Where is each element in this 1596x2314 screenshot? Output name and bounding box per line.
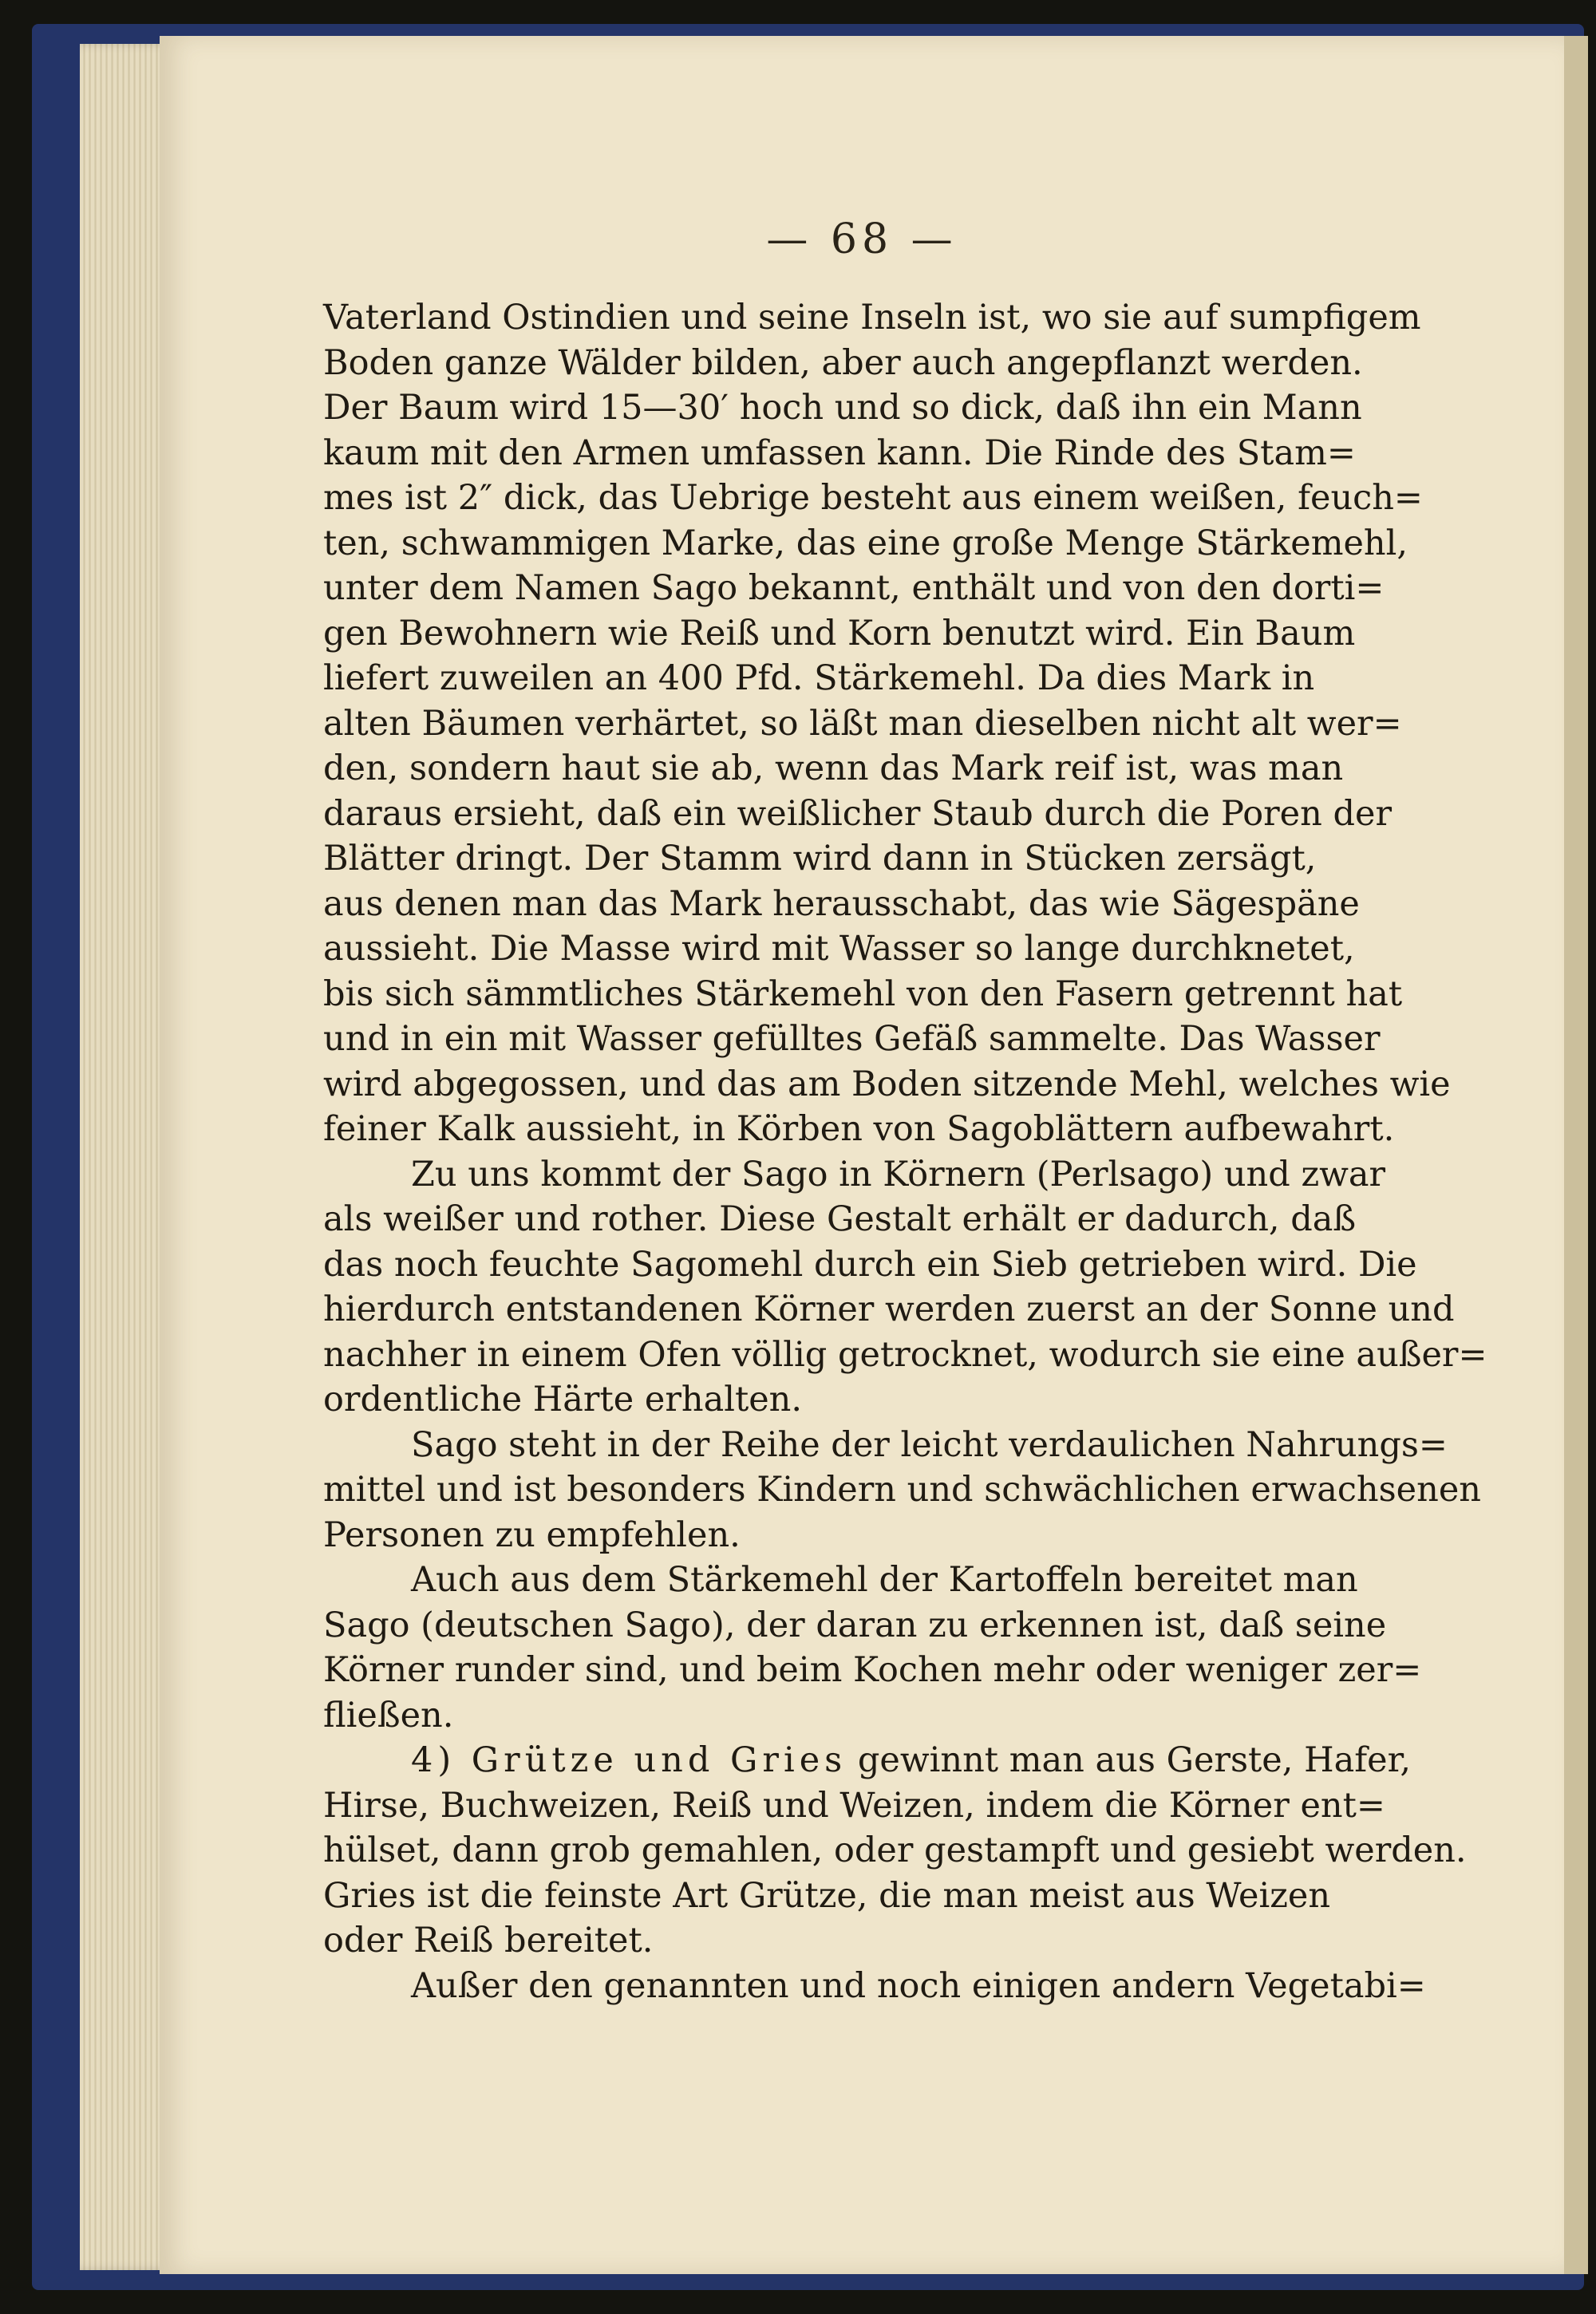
text-line: kaum mit den Armen umfassen kann. Die Rinde des Stam= — [323, 432, 1356, 473]
text-line: wird abgegossen, und das am Boden sitzende Mehl, welches wie — [323, 1064, 1451, 1104]
paragraph — [323, 295, 1451, 1152]
text-line: als weißer und rother. Diese Gestalt erhält er dadurch, daß — [323, 1199, 1357, 1239]
text-line: hülset, dann grob gemahlen, oder gestampft und gesiebt werden. — [323, 1830, 1467, 1870]
text-line: liefert zuweilen an 400 Pfd. Stärkemehl. Da dies Mark in — [323, 658, 1315, 698]
section-heading: 4) Grütze und Gries — [411, 1740, 847, 1780]
text-line: und in ein mit Wasser gefülltes Gefäß sammelte. Das Wasser — [323, 1019, 1381, 1059]
text-line: Blätter dringt. Der Stamm wird dann in Stücken zersägt, — [323, 839, 1317, 879]
text-line: oder Reiß bereitet. — [323, 1921, 654, 1961]
book-page — [160, 36, 1564, 2274]
text-line: Vaterland Ostindien und seine Inseln ist, wo sie auf sumpfigem — [323, 298, 1421, 338]
text-line: den, sondern haut sie ab, wenn das Mark reif ist, was man — [323, 748, 1344, 788]
text-line: mittel und ist besonders Kindern und schwächlichen erwachsenen — [323, 1470, 1481, 1510]
body-text — [323, 295, 1487, 2008]
text-line: Personen zu empfehlen. — [323, 1514, 741, 1555]
text-line: Zu uns kommt der Sago in Körnern (Perlsago) und zwar — [411, 1154, 1386, 1195]
text-line: bis sich sämmtliches Stärkemehl von den Fasern getrennt hat — [323, 973, 1403, 1014]
text-line: gen Bewohnern wie Reiß und Korn benutzt wird. Ein Baum — [323, 613, 1356, 654]
text-line: aus denen man das Mark herausschabt, das wie Sägespäne — [323, 883, 1360, 924]
paragraph-grutze-gries — [323, 1738, 1467, 1964]
text-line: hierdurch entstandenen Körner werden zuerst an der Sonne und — [323, 1289, 1455, 1329]
text-line: ten, schwammigen Marke, das eine große Menge Stärkemehl, — [323, 523, 1408, 563]
text-line: Der Baum wird 15—30′ hoch und so dick, daß ihn ein Mann — [323, 388, 1362, 428]
text-line: Boden ganze Wälder bilden, aber auch angepflanzt werden. — [323, 342, 1363, 383]
text-line: daraus ersieht, daß ein weißlicher Staub durch die Poren der — [323, 793, 1393, 834]
text-line: mes ist 2″ dick, das Uebrige besteht aus einem weißen, feuch= — [323, 478, 1423, 518]
text-line: Gries ist die feinste Art Grütze, die man meist aus Weizen — [323, 1875, 1331, 1916]
text-line: nachher in einem Ofen völlig getrocknet, wodurch sie eine außer= — [323, 1334, 1487, 1375]
text-line: Außer den genannten und noch einigen andern Vegetabi= — [411, 1965, 1426, 2006]
text-line: aussieht. Die Masse wird mit Wasser so lange durchknetet, — [323, 929, 1355, 969]
text-line: fließen. — [323, 1695, 454, 1736]
text-line: unter dem Namen Sago bekannt, enthält und von den dorti= — [323, 568, 1385, 608]
text-line: Sago steht in der Reihe der leicht verdaulichen Nahrungs= — [411, 1424, 1448, 1465]
paragraph — [323, 1152, 1487, 1423]
paragraph — [323, 1423, 1481, 1558]
paragraph-continuation — [323, 1783, 1467, 1964]
text-line: alten Bäumen verhärtet, so läßt man dieselben nicht alt wer= — [323, 703, 1402, 744]
text-line: das noch feuchte Sagomehl durch ein Sieb getrieben wird. Die — [323, 1244, 1417, 1285]
next-page-edge — [1564, 36, 1588, 2274]
paragraph — [323, 1558, 1422, 1738]
paragraph — [323, 1964, 1426, 2009]
page-number: — 68 — — [766, 215, 958, 263]
text-line: Hirse, Buchweizen, Reiß und Weizen, indem die Körner ent= — [323, 1785, 1385, 1826]
text-line: Körner runder sind, und beim Kochen mehr oder weniger zer= — [323, 1650, 1422, 1690]
text-line: feiner Kalk aussieht, in Körben von Sagoblättern aufbewahrt. — [323, 1109, 1395, 1149]
text-line: ordentliche Härte erhalten. — [323, 1380, 803, 1420]
text-line: 4) Grütze und Gries gewinnt man aus Gerste, Hafer, — [411, 1740, 1412, 1780]
text-line: Auch aus dem Stärkemehl der Kartoffeln bereitet man — [411, 1560, 1358, 1600]
text-line: Sago (deutschen Sago), der daran zu erkennen ist, daß seine — [323, 1605, 1387, 1645]
